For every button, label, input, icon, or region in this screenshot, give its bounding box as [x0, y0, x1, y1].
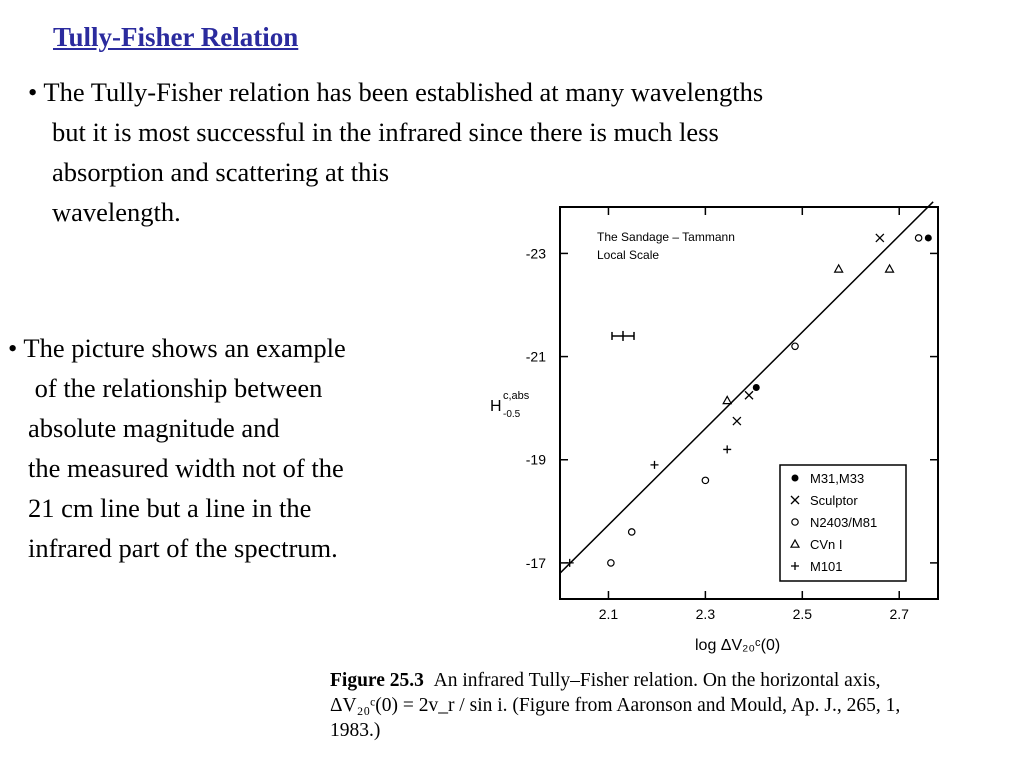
x-tick-label: 2.7: [889, 606, 909, 622]
legend-label: CVn I: [810, 537, 843, 552]
caption-text: An infrared Tully–Fisher relation. On the horizontal axis,: [433, 670, 881, 691]
bullet-line: wavelength.: [52, 197, 181, 227]
data-point-x: [733, 417, 741, 425]
data-point-dot: [753, 384, 760, 391]
data-point-circle: [608, 560, 614, 566]
bullet-line: • The picture shows an example: [8, 333, 346, 363]
annotation-line: Local Scale: [597, 248, 660, 262]
bullet-line: the measured width not of the: [28, 453, 344, 483]
legend: [780, 465, 906, 581]
bullet-line: 21 cm line but a line in the: [28, 493, 312, 523]
legend-label: Sculptor: [810, 493, 858, 508]
x-tick-label: 2.5: [792, 606, 813, 622]
legend-marker-circle: [792, 519, 798, 525]
slide-title: Tully-Fisher Relation: [53, 22, 299, 52]
y-tick-label: -19: [525, 451, 546, 468]
bullet-line: absorption and scattering at this: [52, 157, 390, 187]
data-point-triangle: [886, 265, 894, 272]
y-axis-label-sub: -0.5: [503, 409, 521, 420]
legend-label: N2403/M81: [810, 515, 878, 530]
data-point-triangle: [723, 396, 731, 403]
data-point-circle: [702, 477, 708, 483]
data-point-circle: [792, 343, 798, 349]
bullet-line: infrared part of the spectrum.: [28, 533, 338, 563]
bullet-line: but it is most successful in the infrared since there is much less: [52, 117, 719, 147]
y-tick-label: -21: [525, 348, 546, 365]
annotation-line: The Sandage – Tammann: [597, 230, 735, 244]
caption-text: 1983.): [330, 720, 381, 741]
data-point-dot: [925, 234, 932, 241]
y-tick-label: -17: [525, 554, 546, 571]
y-axis-label: H: [490, 398, 502, 415]
figure-caption: [330, 668, 1010, 743]
data-point-x: [876, 234, 884, 242]
data-point-x: [745, 391, 753, 399]
bullet-line: • The Tully-Fisher relation has been established at many wavelengths: [28, 77, 764, 107]
data-point-circle: [915, 235, 921, 241]
tully-fisher-chart: [470, 195, 960, 665]
caption-label: Figure 25.3: [330, 670, 424, 691]
x-tick-label: 2.1: [598, 606, 619, 622]
bullet-example: [8, 328, 458, 568]
data-point-plus: [723, 445, 731, 453]
data-point-circle: [629, 529, 635, 535]
legend-label: M101: [810, 559, 843, 574]
data-point-plus: [651, 461, 659, 469]
legend-marker-dot: [792, 475, 799, 482]
x-axis-label: log ΔV₂₀ᶜ(0): [695, 637, 781, 654]
y-axis-label-super: c,abs: [503, 390, 530, 402]
data-point-triangle: [835, 265, 843, 272]
bullet-line: absolute magnitude and: [28, 413, 280, 443]
bullet-line: of the relationship between: [28, 373, 323, 403]
y-tick-label: -23: [525, 245, 546, 262]
legend-label: M31,M33: [810, 471, 865, 486]
caption-text: ΔV₂₀ᶜ(0) = 2v_r / sin i. (Figure from Aaronson and Mould, Ap. J., 265, 1,: [330, 695, 901, 716]
x-tick-label: 2.3: [695, 606, 716, 622]
